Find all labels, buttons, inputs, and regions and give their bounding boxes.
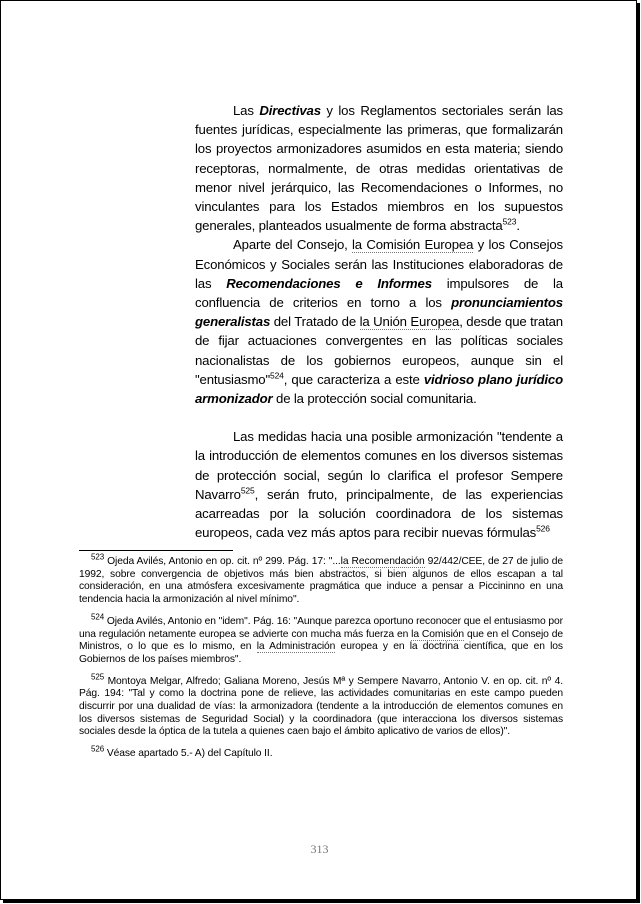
text-run: y los Consejos Económicos y Sociales serán las Instituciones elaboradoras de las <box>195 237 563 291</box>
text-run: , que caracteriza a este <box>283 371 424 387</box>
text-run: europea y en la doctrina científica, que en los Gobiernos de los países miembros". <box>79 641 563 665</box>
emphasis-text: vidrioso plano jurídico armonizador <box>195 371 563 407</box>
text-run: del Tratado de <box>270 314 360 330</box>
hyperlinked-term: la Comisión <box>411 628 465 640</box>
text-run: impulsores de la confluencia de criterios en torno a los <box>195 275 563 311</box>
text-run: Montoya Melgar, Alfredo; Galiana Moreno, Jesús Mª y Sempere Navarro, Antonio V. en op. cit. nº 4. Pág. 194: "Tal y como la doctrina pone de relieve, las actividades comunitarias en este campo pueden discurrir por una dualidad de vías: la armonizadora (tendente a la introducción de elementos comunes en los diversos sistemas de Seguridad Social) y la coordinadora (que interacciona los diversos sistemas sociales desde la óptica de la tutela a quienes caen bajo el ámbito aplicativo de varios de ellos)". <box>79 675 563 738</box>
text-run: , desde que tratan de fijar actuaciones convergentes en las políticas sociales nacionalistas de los gobiernos europeos, aunque sin el "entusiasmo" <box>195 314 563 387</box>
text-run: de la protección social comunitaria. <box>272 391 477 407</box>
text-run: , serán fruto, principalmente, de las experiencias acarreadas por la solución coordinadora de los sistemas europeos, cada vez más aptos para recibir nuevas fórmulas <box>195 486 563 541</box>
text-run: 92/442/CEE, de 27 de julio de 1992, sobre convergencia de objetivos más bien abstractos, si bien algunos de ellos escapan a tal consideración, en una atmósfera excesivamente pragmática que induce a pensar a Piccininno en una tendencia hacia la armonización al nivel mínimo". <box>79 556 564 606</box>
text-run: Ojeda Avilés, Antonio en op. cit. nº 299. Pág. 17: "... <box>104 556 341 567</box>
body-paragraph <box>195 427 563 542</box>
body-paragraph <box>195 101 563 235</box>
text-run: y los Reglamentos sectoriales serán las fuentes jurídicas, especialmente las primeras, que formalizarán los proyectos armonizadores asumidos en esta materia; siendo receptoras, normalmente, de otras medidas orientativas de menor nivel jerárquico, las Recomendaciones o Informes, no vinculantes para los Estados miembros en los supuestos generales, planteados usualmente de forma abstracta <box>195 103 563 234</box>
text-run: Las <box>233 103 260 118</box>
body-text <box>195 101 563 542</box>
footnote <box>79 552 564 607</box>
footnote-ref: 526 <box>536 523 550 534</box>
footnote-ref: 525 <box>240 485 255 496</box>
hyperlinked-term: la Administración <box>256 641 336 653</box>
footnote-ref: 523 <box>502 216 517 227</box>
text-run: Véase apartado 5.- A) del Capítulo II. <box>104 748 273 760</box>
footnote-ref: 524 <box>91 612 105 622</box>
hyperlinked-term: la Recomendación <box>340 556 425 567</box>
footnote <box>79 744 563 761</box>
emphasis-text: Directivas <box>259 103 321 118</box>
text-run: que en el Consejo de Ministros, o lo que es lo mismo, en <box>79 628 563 653</box>
hyperlinked-term: la Unión Europea <box>359 314 460 330</box>
footnote-ref: 526 <box>91 744 105 754</box>
footnote-ref: 523 <box>91 552 105 562</box>
emphasis-text: Recomendaciones e Informes <box>226 275 432 291</box>
emphasis-text: pronunciamientos generalistas <box>195 295 563 330</box>
page-number: 313 <box>310 842 329 856</box>
text-run: Aparte del Consejo, <box>233 237 353 253</box>
footnote-ref: 525 <box>91 672 105 682</box>
footnote-separator <box>79 550 233 551</box>
footnote-ref: 524 <box>270 370 284 381</box>
text-run: Las medidas hacia una posible armonización "tendente a la introducción de elementos comunes en los diversos sistemas de protección social, según lo clarifica el profesor Sempere Navarro <box>195 429 563 502</box>
hyperlinked-term: la Comisión Europea <box>352 237 474 253</box>
footnote <box>79 672 563 740</box>
footnote <box>79 612 563 667</box>
body-paragraph <box>195 235 563 408</box>
text-run: Ojeda Avilés, Antonio en "idem". Pág. 16: "Aunque parezca oportuno reconocer que el entusiasmo por una regulación netamente europea se advierte con mucha más fuerza en <box>79 615 563 640</box>
text-run: . <box>516 218 520 234</box>
footnotes <box>79 552 564 770</box>
